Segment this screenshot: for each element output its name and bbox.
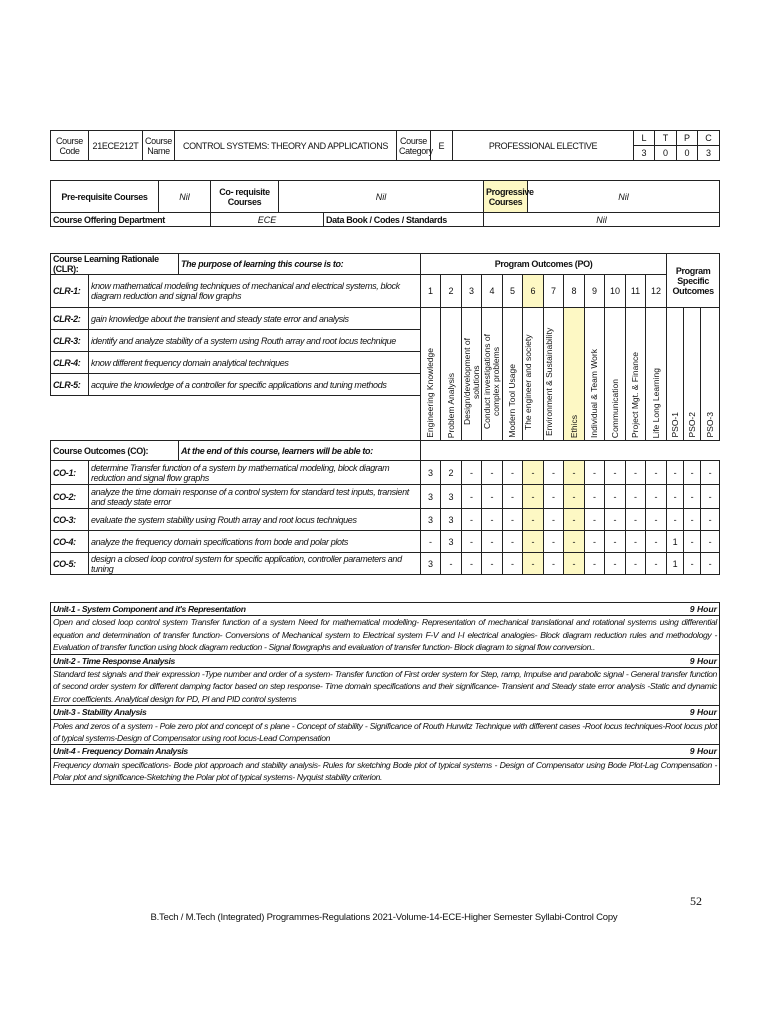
course-code-label: Course Code — [51, 131, 89, 161]
co-po-map-cell: - — [503, 553, 523, 575]
unit-header-row — [51, 603, 720, 616]
corequisite-label: Co- requisite Courses — [211, 181, 279, 213]
po-title: Life Long Learning — [646, 308, 667, 441]
unit-content-row — [51, 758, 720, 784]
co-row — [51, 509, 720, 531]
po-title: Conduct investigations of complex problems — [482, 308, 503, 441]
co-po-map-cell: - — [523, 485, 544, 509]
unit-hours: 9 Hour — [651, 745, 720, 758]
page-number: 52 — [690, 894, 702, 908]
unit-hours: 9 Hour — [651, 603, 720, 616]
co-pso-map-cell: - — [701, 461, 720, 485]
co-code: CO-2: — [51, 485, 89, 509]
co-po-map-cell: - — [503, 531, 523, 553]
po-number: 11 — [626, 275, 646, 308]
program-outcomes-label: Program Outcomes (PO) — [421, 254, 667, 275]
po-number: 1 — [421, 275, 441, 308]
co-po-map-cell: - — [585, 509, 605, 531]
program-specific-outcomes-label: Program Specific Outcomes — [667, 254, 720, 308]
pso-title: PSO-1 — [667, 308, 684, 441]
co-po-map-cell: 3 — [441, 485, 462, 509]
co-po-map-cell: - — [544, 509, 564, 531]
co-pso-map-cell: - — [684, 553, 701, 575]
co-text: determine Transfer function of a system by mathematical modeling, block diagram reduction and signal flow graphs — [89, 461, 421, 485]
co-pso-map-cell: - — [684, 509, 701, 531]
co-po-map-cell: - — [564, 485, 585, 509]
co-pso-map-cell: 1 — [667, 531, 684, 553]
ltpc-label-t: T — [655, 131, 677, 146]
co-po-map-cell: - — [585, 461, 605, 485]
co-po-map-cell: - — [503, 461, 523, 485]
co-code: CO-1: — [51, 461, 89, 485]
clr-purpose: The purpose of learning this course is to: — [179, 254, 421, 275]
co-pso-map-cell: - — [667, 509, 684, 531]
category-name: PROFESSIONAL ELECTIVE — [453, 131, 634, 161]
co-row — [51, 531, 720, 553]
progressive-value: Nil — [528, 181, 720, 213]
co-po-map-cell: - — [646, 485, 667, 509]
po-number: 7 — [544, 275, 564, 308]
pso-title: PSO-2 — [684, 308, 701, 441]
course-category-label: Course Category — [397, 131, 431, 161]
co-po-map-cell: - — [626, 485, 646, 509]
co-po-map-cell: - — [646, 461, 667, 485]
co-po-map-cell: - — [626, 531, 646, 553]
unit-header-row — [51, 654, 720, 667]
po-title: Problem Analysis — [441, 308, 462, 441]
unit-content-row — [51, 616, 720, 654]
unit-header-row — [51, 706, 720, 719]
clr-heading: Course Learning Rationale (CLR): — [51, 254, 179, 275]
po-title: Engineering Knowledge — [421, 308, 441, 441]
co-po-map-cell: - — [462, 509, 482, 531]
co-pso-map-cell: - — [684, 461, 701, 485]
po-number: 10 — [605, 275, 626, 308]
co-po-map-cell: - — [646, 553, 667, 575]
clr-co-mapping-table — [50, 253, 720, 575]
pso-title: PSO-3 — [701, 308, 720, 441]
course-header-table — [50, 130, 720, 161]
co-text: analyze the frequency domain specifications from bode and polar plots — [89, 531, 421, 553]
co-po-map-cell: - — [605, 553, 626, 575]
unit-content-row — [51, 719, 720, 745]
co-po-map-cell: - — [441, 553, 462, 575]
co-pso-map-cell: - — [701, 485, 720, 509]
po-title: The engineer and society — [523, 308, 544, 441]
co-po-map-cell: - — [462, 485, 482, 509]
co-po-map-cell: - — [564, 531, 585, 553]
unit-hours: 9 Hour — [651, 654, 720, 667]
course-code: 21ECE212T — [89, 131, 143, 161]
co-po-map-cell: - — [605, 461, 626, 485]
ltpc-value-l: 3 — [634, 146, 655, 161]
po-number: 6 — [523, 275, 544, 308]
clr-code: CLR-1: — [51, 275, 89, 308]
clr-code: CLR-5: — [51, 374, 89, 396]
po-number: 5 — [503, 275, 523, 308]
co-po-map-cell: - — [646, 509, 667, 531]
po-number: 12 — [646, 275, 667, 308]
co-po-map-cell: - — [462, 461, 482, 485]
co-row — [51, 461, 720, 485]
co-purpose: At the end of this course, learners will be able to: — [179, 441, 421, 461]
co-po-map-cell: - — [626, 509, 646, 531]
clr-text: acquire the knowledge of a controller for specific applications and tuning methods — [89, 374, 421, 396]
unit-title: Unit-2 - Time Response Analysis — [51, 654, 651, 667]
co-po-map-cell: - — [585, 553, 605, 575]
po-number: 8 — [564, 275, 585, 308]
unit-header-row — [51, 745, 720, 758]
unit-content-row — [51, 668, 720, 706]
footer: B.Tech / M.Tech (Integrated) Programmes-Regulations 2021-Volume-14-ECE-Higher Semester Syllabi-Control Copy — [150, 912, 618, 923]
co-text: design a closed loop control system for specific application, controller parameters and tuning — [89, 553, 421, 575]
course-name: CONTROL SYSTEMS: THEORY AND APPLICATIONS — [175, 131, 397, 161]
co-po-map-cell: - — [523, 553, 544, 575]
co-heading: Course Outcomes (CO): — [51, 441, 179, 461]
co-po-map-cell: - — [605, 509, 626, 531]
clr-code: CLR-2: — [51, 308, 89, 330]
po-title: Environment & Sustainability — [544, 308, 564, 441]
offering-dept-value: ECE — [211, 213, 324, 227]
unit-hours: 9 Hour — [651, 706, 720, 719]
clr-text: identify and analyze stability of a system using Routh array and root locus technique — [89, 330, 421, 352]
ltpc-label-l: L — [634, 131, 655, 146]
unit-title: Unit-1 - System Component and it's Representation — [51, 603, 651, 616]
unit-content: Frequency domain specifications- Bode plot approach and stability analysis- Rules for sketching Bode plot of typical systems - Design of Compensator using Bode Plot-Lag Compensation -Polar plot and significance-Sketching the Polar plot of typical systems- Nyquist stability criterion. — [51, 758, 720, 784]
units-table — [50, 602, 720, 785]
co-po-map-cell: - — [605, 485, 626, 509]
course-name-label: Course Name — [143, 131, 175, 161]
clr-text: know different frequency domain analytical techniques — [89, 352, 421, 374]
co-po-map-cell: - — [564, 461, 585, 485]
ltpc-label-p: P — [677, 131, 698, 146]
co-po-map-cell: 3 — [421, 485, 441, 509]
co-po-map-cell: - — [605, 531, 626, 553]
clr-spacer — [51, 396, 421, 441]
progressive-label: Progressive Courses — [484, 181, 528, 213]
po-title: Project Mgt. & Finance — [626, 308, 646, 441]
unit-content: Poles and zeros of a system - Pole zero plot and concept of s plane - Concept of stability - Significance of Routh Hurwitz Technique with different cases -Root locus techniques-Root locus plot of typical systems-Design of Compensator using root locus-Lead Compensation — [51, 719, 720, 745]
co-po-map-cell: - — [421, 531, 441, 553]
co-po-map-cell: - — [523, 509, 544, 531]
unit-title: Unit-3 - Stability Analysis — [51, 706, 651, 719]
co-po-map-cell: - — [544, 461, 564, 485]
po-number: 3 — [462, 275, 482, 308]
co-po-map-cell: - — [482, 509, 503, 531]
ltpc-value-t: 0 — [655, 146, 677, 161]
po-number: 4 — [482, 275, 503, 308]
co-code: CO-5: — [51, 553, 89, 575]
co-po-map-cell: - — [564, 509, 585, 531]
co-po-map-cell: - — [646, 531, 667, 553]
unit-title: Unit-4 - Frequency Domain Analysis — [51, 745, 651, 758]
co-pso-map-cell: - — [684, 485, 701, 509]
co-po-map-cell: - — [544, 531, 564, 553]
co-pso-map-cell: - — [701, 531, 720, 553]
co-po-map-cell: - — [482, 461, 503, 485]
co-po-map-cell: - — [544, 485, 564, 509]
co-po-map-cell: - — [585, 531, 605, 553]
co-po-map-cell: - — [462, 553, 482, 575]
co-pso-map-cell: - — [667, 485, 684, 509]
co-po-map-cell: - — [585, 485, 605, 509]
co-po-map-cell: - — [482, 553, 503, 575]
po-title: Design/development of solutions — [462, 308, 482, 441]
co-po-map-cell: - — [523, 461, 544, 485]
co-po-map-cell: - — [544, 553, 564, 575]
co-po-map-cell: - — [482, 485, 503, 509]
co-po-map-cell: 3 — [441, 509, 462, 531]
co-po-map-cell: - — [462, 531, 482, 553]
po-title: Communication — [605, 308, 626, 441]
po-title: Ethics — [564, 308, 585, 441]
co-row — [51, 485, 720, 509]
clr-text: gain knowledge about the transient and steady state error and analysis — [89, 308, 421, 330]
co-po-map-cell: - — [482, 531, 503, 553]
co-text: analyze the time domain response of a control system for standard test inputs, transient and steady state error — [89, 485, 421, 509]
unit-content: Standard test signals and their expression -Type number and order of a system- Transfer function of First order system for Step, ramp, Impulse and parabolic signal - General transfer function of second order system for different damping factor based on step response- Time domain specifications and their significance- Transient and Steady state error analysis -Static and dynamic Error coefficients. Analytical design for PD, PI and PID control systems — [51, 668, 720, 706]
databook-label: Data Book / Codes / Standards — [324, 213, 484, 227]
prerequisite-value: Nil — [159, 181, 211, 213]
clr-code: CLR-4: — [51, 352, 89, 374]
corequisite-value: Nil — [279, 181, 484, 213]
course-category: E — [431, 131, 453, 161]
co-po-map-cell: 3 — [421, 553, 441, 575]
co-po-map-cell: - — [626, 553, 646, 575]
co-pso-map-cell: - — [667, 461, 684, 485]
co-po-map-cell: - — [564, 553, 585, 575]
po-number: 9 — [585, 275, 605, 308]
requisites-table — [50, 180, 720, 227]
co-po-map-cell: 2 — [441, 461, 462, 485]
co-pso-map-cell: - — [701, 509, 720, 531]
co-pso-map-cell: - — [684, 531, 701, 553]
po-number: 2 — [441, 275, 462, 308]
co-po-map-cell: - — [626, 461, 646, 485]
co-po-map-cell: - — [503, 485, 523, 509]
po-title: Individual & Team Work — [585, 308, 605, 441]
co-po-map-cell: 3 — [421, 461, 441, 485]
co-pso-map-cell: 1 — [667, 553, 684, 575]
clr-text: know mathematical modeling techniques of mechanical and electrical systems, block diagram reduction and signal flow graphs — [89, 275, 421, 308]
co-po-map-cell: 3 — [421, 509, 441, 531]
ltpc-value-p: 0 — [677, 146, 698, 161]
co-po-map-cell: 3 — [441, 531, 462, 553]
clr-code: CLR-3: — [51, 330, 89, 352]
co-po-map-cell: - — [503, 509, 523, 531]
co-po-map-cell: - — [523, 531, 544, 553]
co-row — [51, 553, 720, 575]
ltpc-value-c: 3 — [698, 146, 720, 161]
unit-content: Open and closed loop control system Transfer function of a system Need for mathematical modelling- Representation of mechanical translational and rotational systems using differential equation and determination of transfer function- Conversions of Mechanical system to Electrical system F-V and I-I electrical analogies- Block diagram reduction rules and methodology -Evaluation of transfer function using block diagram reduction - Signal flowgraphs and evaluation of transfer function- Block diagram to signal flow conversion.. — [51, 616, 720, 654]
offering-dept-label: Course Offering Department — [51, 213, 211, 227]
co-pso-map-cell: - — [701, 553, 720, 575]
co-text: evaluate the system stability using Routh array and root locus techniques — [89, 509, 421, 531]
co-code: CO-4: — [51, 531, 89, 553]
co-code: CO-3: — [51, 509, 89, 531]
po-title: Modern Tool Usage — [503, 308, 523, 441]
databook-value: Nil — [484, 213, 720, 227]
ltpc-label-c: C — [698, 131, 720, 146]
prerequisite-label: Pre-requisite Courses — [51, 181, 159, 213]
